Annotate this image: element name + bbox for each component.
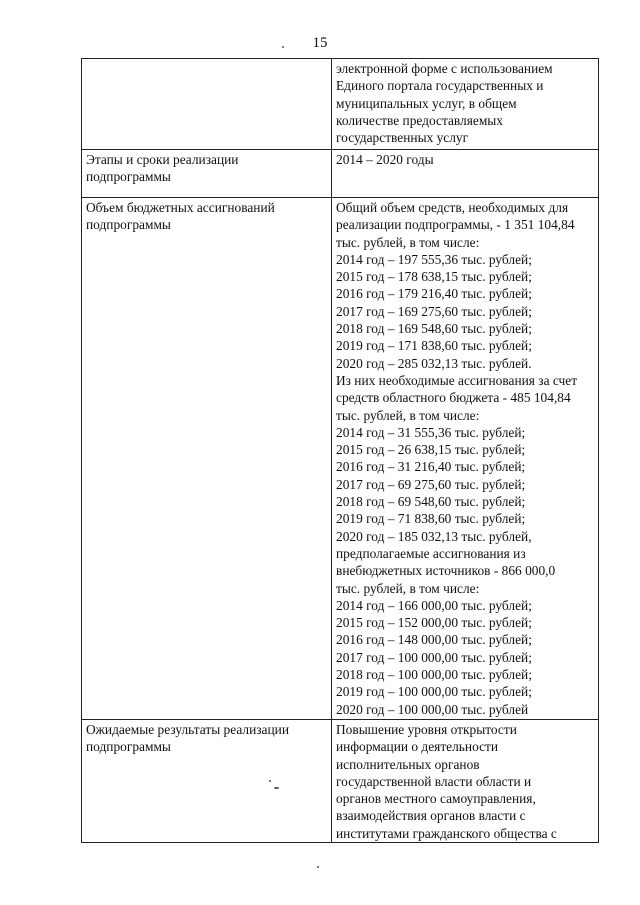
scan-speck <box>317 866 319 868</box>
value-cell-results <box>332 720 599 843</box>
value-line: Единого портала государственных и <box>336 78 544 94</box>
value-cell-stages <box>332 150 599 198</box>
value-line: 2017 год – 69 275,60 тыс. рублей; <box>336 476 526 492</box>
label-line: подпрограммы <box>86 217 171 233</box>
value-line: 2014 год – 197 555,36 тыс. рублей; <box>336 251 532 267</box>
table-row-results <box>82 720 599 843</box>
label-cell-budget <box>82 198 332 720</box>
value-line: 2014 – 2020 годы <box>336 152 434 167</box>
page-number: 15 <box>312 35 328 51</box>
value-line: взаимодействия органов власти с <box>336 808 526 824</box>
value-line: тыс. рублей, в том числе: <box>336 580 480 596</box>
value-cell-continuation <box>332 59 599 150</box>
label-cell-continuation <box>82 59 332 150</box>
value-line: 2015 год – 152 000,00 тыс. рублей; <box>336 615 532 631</box>
label-line: подпрограммы <box>86 739 171 755</box>
value-line: 2020 год – 285 032,13 тыс. рублей. <box>336 355 532 371</box>
value-line: тыс. рублей, в том числе: <box>336 407 480 423</box>
value-line: Повышение уровня открытости <box>336 722 517 737</box>
value-line: электронной форме с использованием <box>336 61 553 76</box>
value-line: 2017 год – 100 000,00 тыс. рублей; <box>336 649 532 665</box>
scan-speck <box>269 780 271 782</box>
value-line: тыс. рублей, в том числе: <box>336 234 480 250</box>
value-line: Общий объем средств, необходимых для <box>336 200 569 215</box>
value-line: 2019 год – 171 838,60 тыс. рублей; <box>336 338 532 354</box>
value-line: институтами гражданского общества с <box>336 825 557 841</box>
scan-speck <box>274 787 279 789</box>
value-line: 2020 год – 100 000,00 тыс. рублей <box>336 701 529 717</box>
scan-speck <box>282 46 284 48</box>
value-line: 2019 год – 100 000,00 тыс. рублей; <box>336 684 532 700</box>
value-line: государственной власти области и <box>336 773 532 789</box>
value-line: 2015 год – 26 638,15 тыс. рублей; <box>336 442 526 458</box>
value-line: исполнительных органов <box>336 756 480 772</box>
value-line: предполагаемые ассигнования из <box>336 545 526 561</box>
value-line: органов местного самоуправления, <box>336 791 536 807</box>
value-line: государственных услуг <box>336 130 469 146</box>
value-line: 2016 год – 148 000,00 тыс. рублей; <box>336 632 532 648</box>
value-line: 2020 год – 185 032,13 тыс. рублей, <box>336 528 532 544</box>
table-row-budget <box>82 198 599 720</box>
label-cell-stages <box>82 150 332 198</box>
value-line: внебюджетных источников - 866 000,0 <box>336 563 556 579</box>
value-line: информации о деятельности <box>336 739 499 755</box>
value-line: 2018 год – 69 548,60 тыс. рублей; <box>336 494 526 510</box>
value-line: 2016 год – 31 216,40 тыс. рублей; <box>336 459 526 475</box>
value-line: количестве предоставляемых <box>336 112 504 128</box>
value-line: Из них необходимые ассигнования за счет <box>336 372 578 388</box>
value-line: муниципальных услуг, в общем <box>336 95 517 111</box>
value-line: 2017 год – 169 275,60 тыс. рублей; <box>336 303 532 319</box>
subprogram-passport-table <box>81 58 599 843</box>
value-line: 2014 год – 166 000,00 тыс. рублей; <box>336 597 532 613</box>
value-cell-budget <box>332 198 599 720</box>
label-line: Объем бюджетных ассигнований <box>86 200 275 215</box>
value-line: 2016 год – 179 216,40 тыс. рублей; <box>336 286 532 302</box>
table-row-continuation <box>82 59 599 150</box>
value-line: реализации подпрограммы, - 1 351 104,84 <box>336 217 575 233</box>
table-row-stages <box>82 150 599 198</box>
value-line: 2018 год – 169 548,60 тыс. рублей; <box>336 321 532 337</box>
value-line: 2014 год – 31 555,36 тыс. рублей; <box>336 424 526 440</box>
value-line: средств областного бюджета - 485 104,84 <box>336 390 571 406</box>
label-line: Ожидаемые результаты реализации <box>86 722 289 737</box>
value-line: 2019 год – 71 838,60 тыс. рублей; <box>336 511 526 527</box>
label-cell-results <box>82 720 332 843</box>
label-line: подпрограммы <box>86 169 171 185</box>
label-line: Этапы и сроки реализации <box>86 152 239 167</box>
value-line: 2018 год – 100 000,00 тыс. рублей; <box>336 667 532 683</box>
value-line: 2015 год – 178 638,15 тыс. рублей; <box>336 269 532 285</box>
